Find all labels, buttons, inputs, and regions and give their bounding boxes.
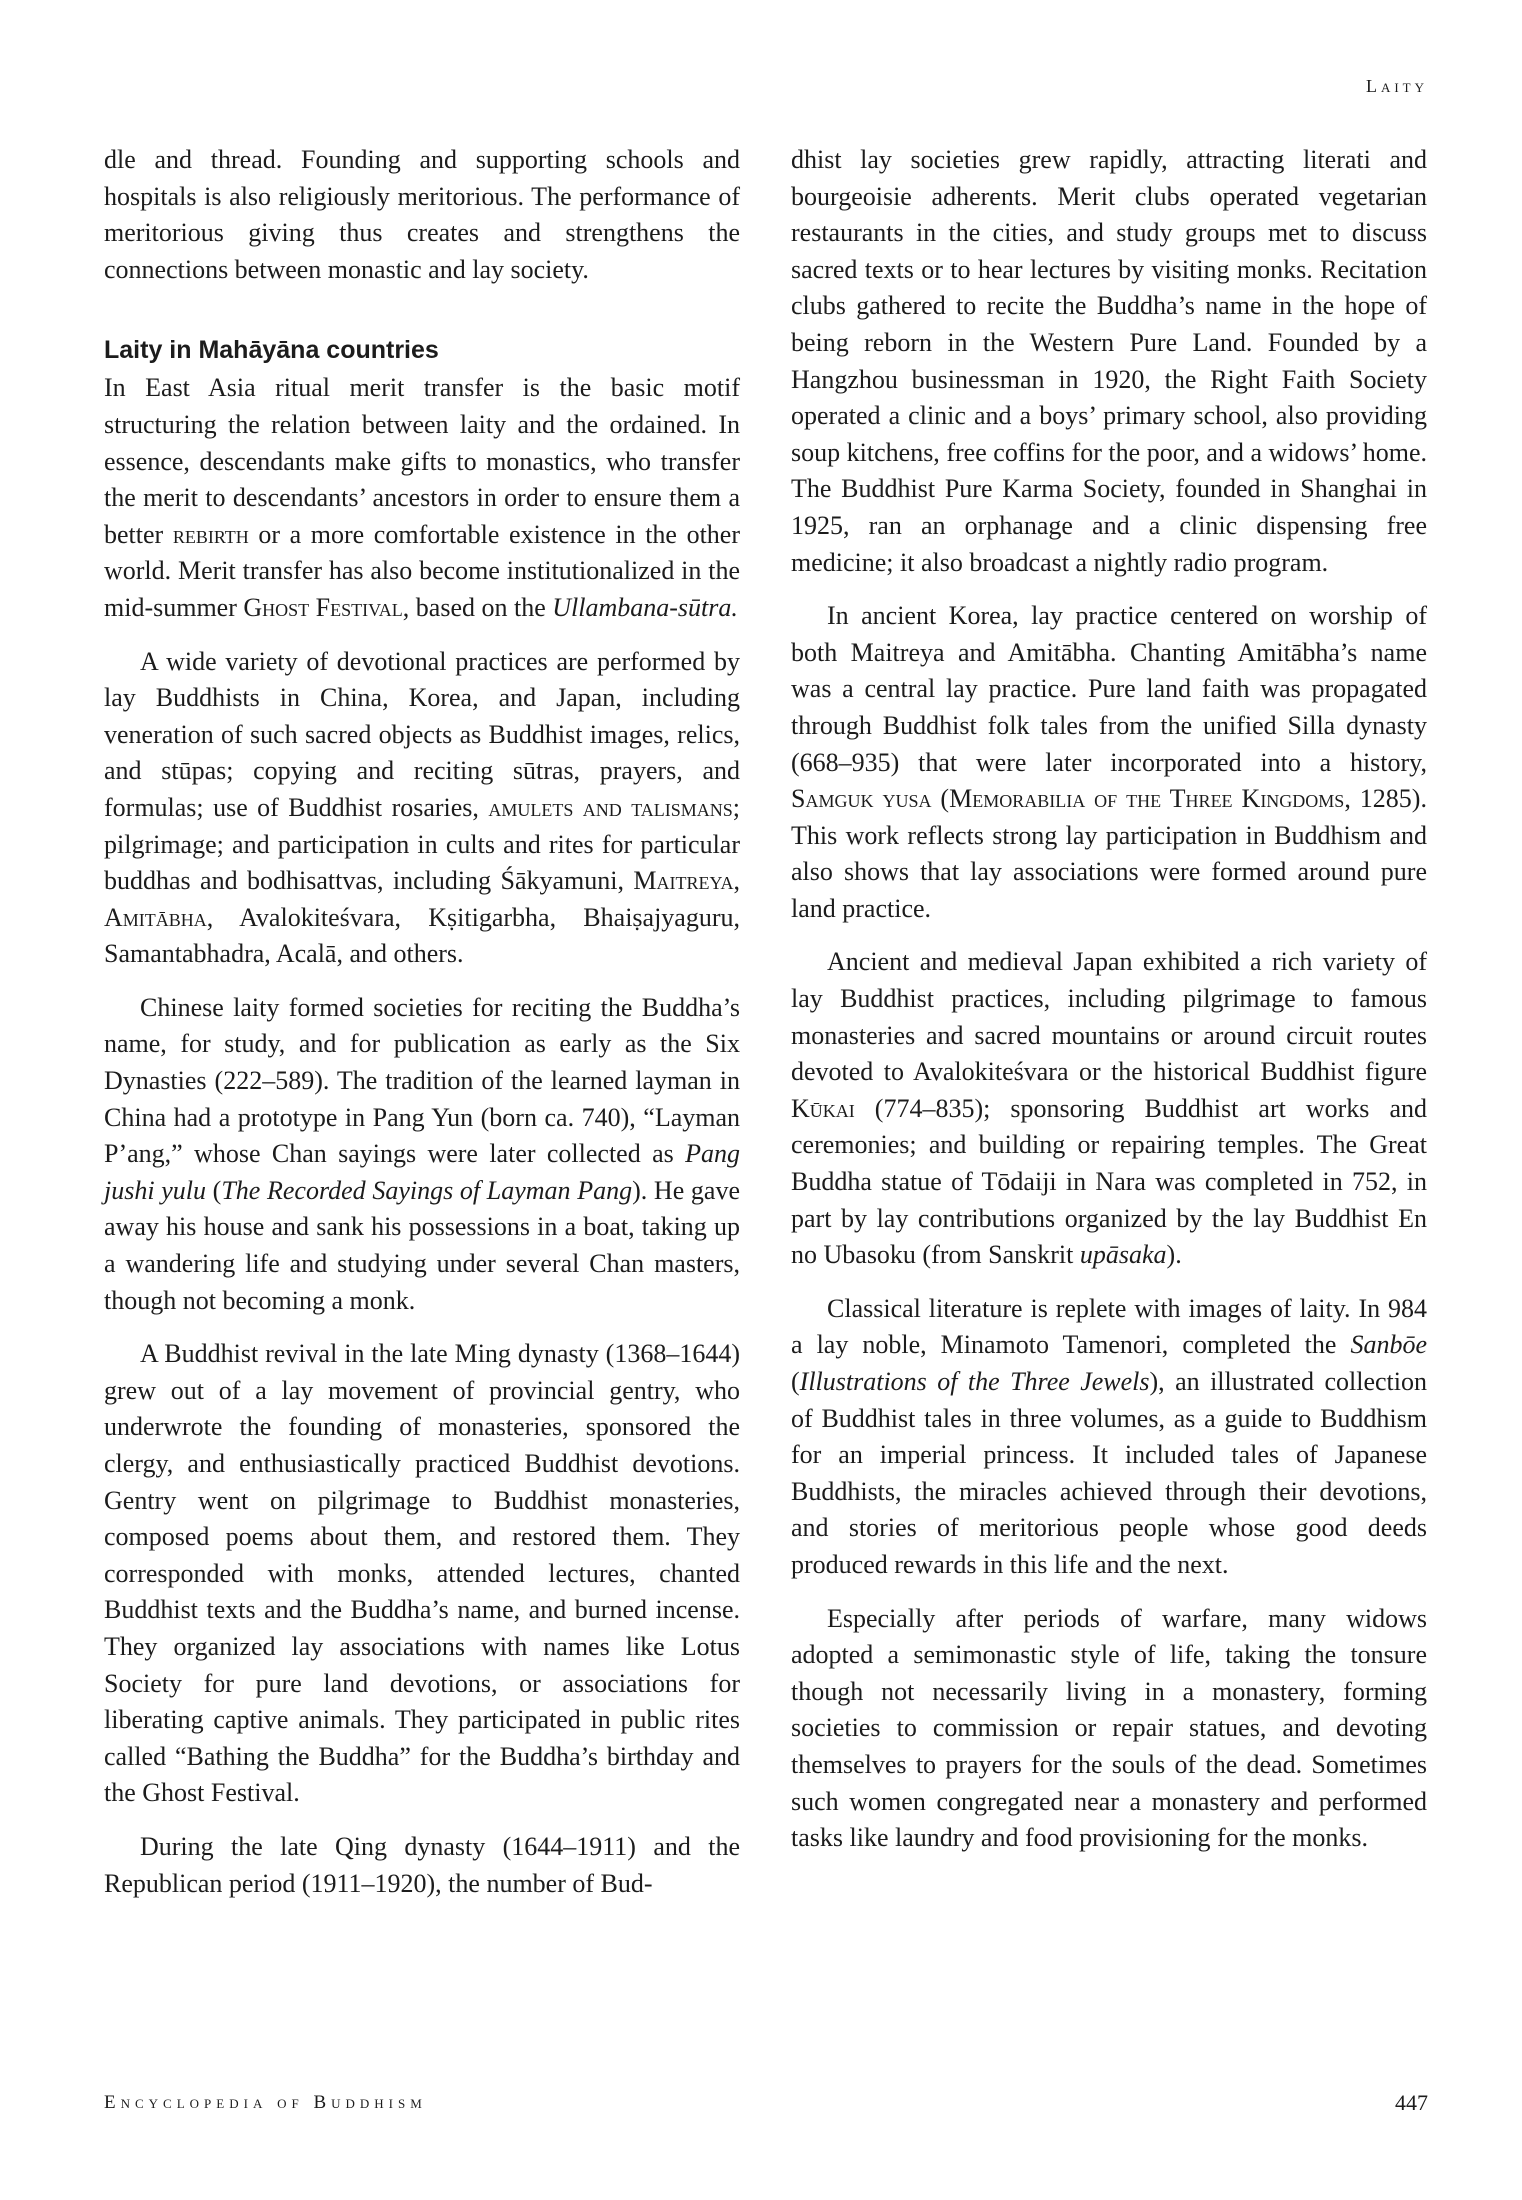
paragraph: During the late Qing dynasty (1644–1911) and the Republican period (1911–1920), the number of Bud- <box>104 1831 740 1898</box>
cross-reference-amulets: amulets and talismans <box>488 792 733 822</box>
text: ; pilgrimage; and participation in cults and rites for particular buddhas and bodhisattvas, including Śākyamuni, <box>104 792 741 896</box>
text: Chinese laity formed societies for reciting the Buddha’s name, for study, and for publication as early as the Six Dynasties (222–589). The tradition of the learned layman in China had a prototype in Pang Yun (born ca. 740), “Layman P’ang,” whose Chan sayings were later collected as <box>104 992 740 1169</box>
paragraph <box>104 990 740 1319</box>
cross-reference-rebirth: rebirth <box>172 519 249 549</box>
text: In East Asia ritual merit transfer is the basic motif structuring the relation between laity and the ordained. In essence, descendants make gifts to monastics, who transfer the merit to descendants’ ancestors in order to ensure them a better <box>104 373 740 549</box>
right-column <box>791 142 1427 1874</box>
paragraph <box>791 944 1427 1273</box>
section-heading: Laity in Mahāyāna countries <box>104 336 439 365</box>
italic-title: Pang jushi yulu <box>104 1139 740 1205</box>
text: A wide variety of devotional practices are performed by lay Buddhists in China, Korea, and Japan, including veneration of such sacred objects as Buddhist images, relics, and stūpas; copying and reciting sūtras, prayers, and formulas; use of Buddhist rosaries, <box>104 646 740 822</box>
text: ( <box>206 1175 222 1205</box>
paragraph: Especially after periods of warfare, many widows adopted a semimonastic style of life, taking the tonsure though not necessarily living in a monastery, forming societies to commission or repair statues, and devoting themselves to prayers for the souls of the dead. Sometimes such women congregated near a monastery and performed tasks like laundry and food provisioning for the monks. <box>791 1603 1427 1853</box>
text: ( <box>791 1367 800 1396</box>
italic-title: Ullambana-sūtra. <box>552 592 738 622</box>
text: or a more comfortable existence in the other world. Merit transfer has also become institutionalized in the mid-summer <box>104 519 740 622</box>
cross-reference-kukai: Kūkai <box>791 1093 855 1123</box>
text: ), an illustrated collection of Buddhist tales in three volumes, as a guide to Buddhism for an imperial princess. It included tales of Japanese Buddhists, the miracles achieved through their devotions, and stories of meritorious people whose good deeds produced rewards in this life and the next. <box>791 1367 1427 1579</box>
text: , 1285). This work reflects strong lay participation in Buddhism and also shows that lay associations were formed around pure land practice. <box>791 784 1427 923</box>
text: , Avalokiteśvara, Kṣitigarbha, Bhaiṣajyaguru, Samantabhadra, Acalā, and others. <box>104 902 740 969</box>
text: , <box>733 866 740 896</box>
text: In ancient Korea, lay practice centered on worship of both Maitreya and Amitābha. Chanting Amitābha’s name was a central lay practice. Pure land faith was propagated through Buddhist folk tales from the unified Silla dynasty (668–935) that were later incorporated into a history, <box>791 601 1427 777</box>
text: ( <box>931 784 950 814</box>
footer-book-title: Encyclopedia of Buddhism <box>104 2092 427 2113</box>
paragraph: dhist lay societies grew rapidly, attracting literati and bourgeoisie adherents. Merit clubs operated vegetarian restaurants in the cities, and study groups met to discuss sacred texts or to hear lectures by visiting monks. Recitation clubs gathered to recite the Buddha’s name in the hope of being reborn in the Western Pure Land. Founded by a Hangzhou businessman in 1920, the Right Faith Society operated a clinic and a boys’ primary school, also providing soup kitchens, free coffins for the poor, and a widows’ home. The Buddhist Pure Karma Society, founded in Shanghai in 1925, ran an orphanage and a clinic dispensing free medicine; it also broadcast a nightly radio program. <box>791 145 1427 577</box>
italic-title: Sanbōe <box>1350 1330 1427 1360</box>
italic-title: Illustrations of the Three Jewels <box>799 1367 1150 1396</box>
italic-term: upāsaka <box>1079 1240 1167 1270</box>
text: Ancient and medieval Japan exhibited a rich variety of lay Buddhist practices, including pilgrimage to famous monasteries and sacred mountains or around circuit routes devoted to Avalokiteśvara or the historical Buddhist figure <box>791 947 1427 1087</box>
italic-title: The Recorded Sayings of Layman Pang <box>221 1175 633 1205</box>
paragraph <box>104 370 740 626</box>
text: Classical literature is replete with images of laity. In 984 a lay noble, Minamoto Tamenori, completed the <box>791 1293 1427 1360</box>
text: ). <box>1166 1240 1182 1270</box>
paragraph <box>104 644 740 973</box>
text: ). He gave away his house and sank his possessions in a boat, taking up a wandering life and studying under several Chan masters, though not becoming a monk. <box>104 1175 740 1315</box>
page-number: 447 <box>1395 2090 1428 2115</box>
left-column <box>104 142 740 1919</box>
cross-reference-memorabilia: Memorabilia of the Three Kingdoms <box>949 784 1345 814</box>
text: (774–835); sponsoring Buddhist art works and ceremonies; and building or repairing temples. The Great Buddha statue of Tōdaiji in Nara was completed in 752, in part by lay contributions organized by the lay Buddhist En no Ubasoku (from Sanskrit <box>791 1093 1427 1270</box>
paragraph <box>791 598 1427 927</box>
cross-reference-maitreya: Maitreya <box>633 866 734 896</box>
paragraph <box>791 1291 1427 1584</box>
paragraph: A Buddhist revival in the late Ming dynasty (1368–1644) grew out of a lay movement of provincial gentry, who underwrote the founding of monasteries, sponsored the clergy, and enthusiastically practiced Buddhist devotions. Gentry went on pilgrimage to Buddhist monasteries, composed poems about them, and restored them. They corresponded with monks, attended lectures, chanted Buddhist texts and the Buddha’s name, and burned incense. They organized lay associations with names like Lotus Society for pure land devotions, or associations for liberating captive animals. They participated in public rites called “Bathing the Buddha” for the Buddha’s birthday and the Ghost Festival. <box>104 1339 740 1808</box>
cross-reference-samguk-yusa: Samguk yusa <box>791 784 932 814</box>
paragraph: dle and thread. Founding and supporting schools and hospitals is also religiously meritorious. The performance of meritorious giving thus creates and strengthens the connections between monastic and lay society. <box>104 145 740 284</box>
text: , based on the <box>402 592 553 622</box>
cross-reference-amitabha: Amitābha <box>104 902 207 932</box>
running-head: Laity <box>1365 76 1428 96</box>
cross-reference-ghost-festival: Ghost Festival <box>243 592 403 622</box>
